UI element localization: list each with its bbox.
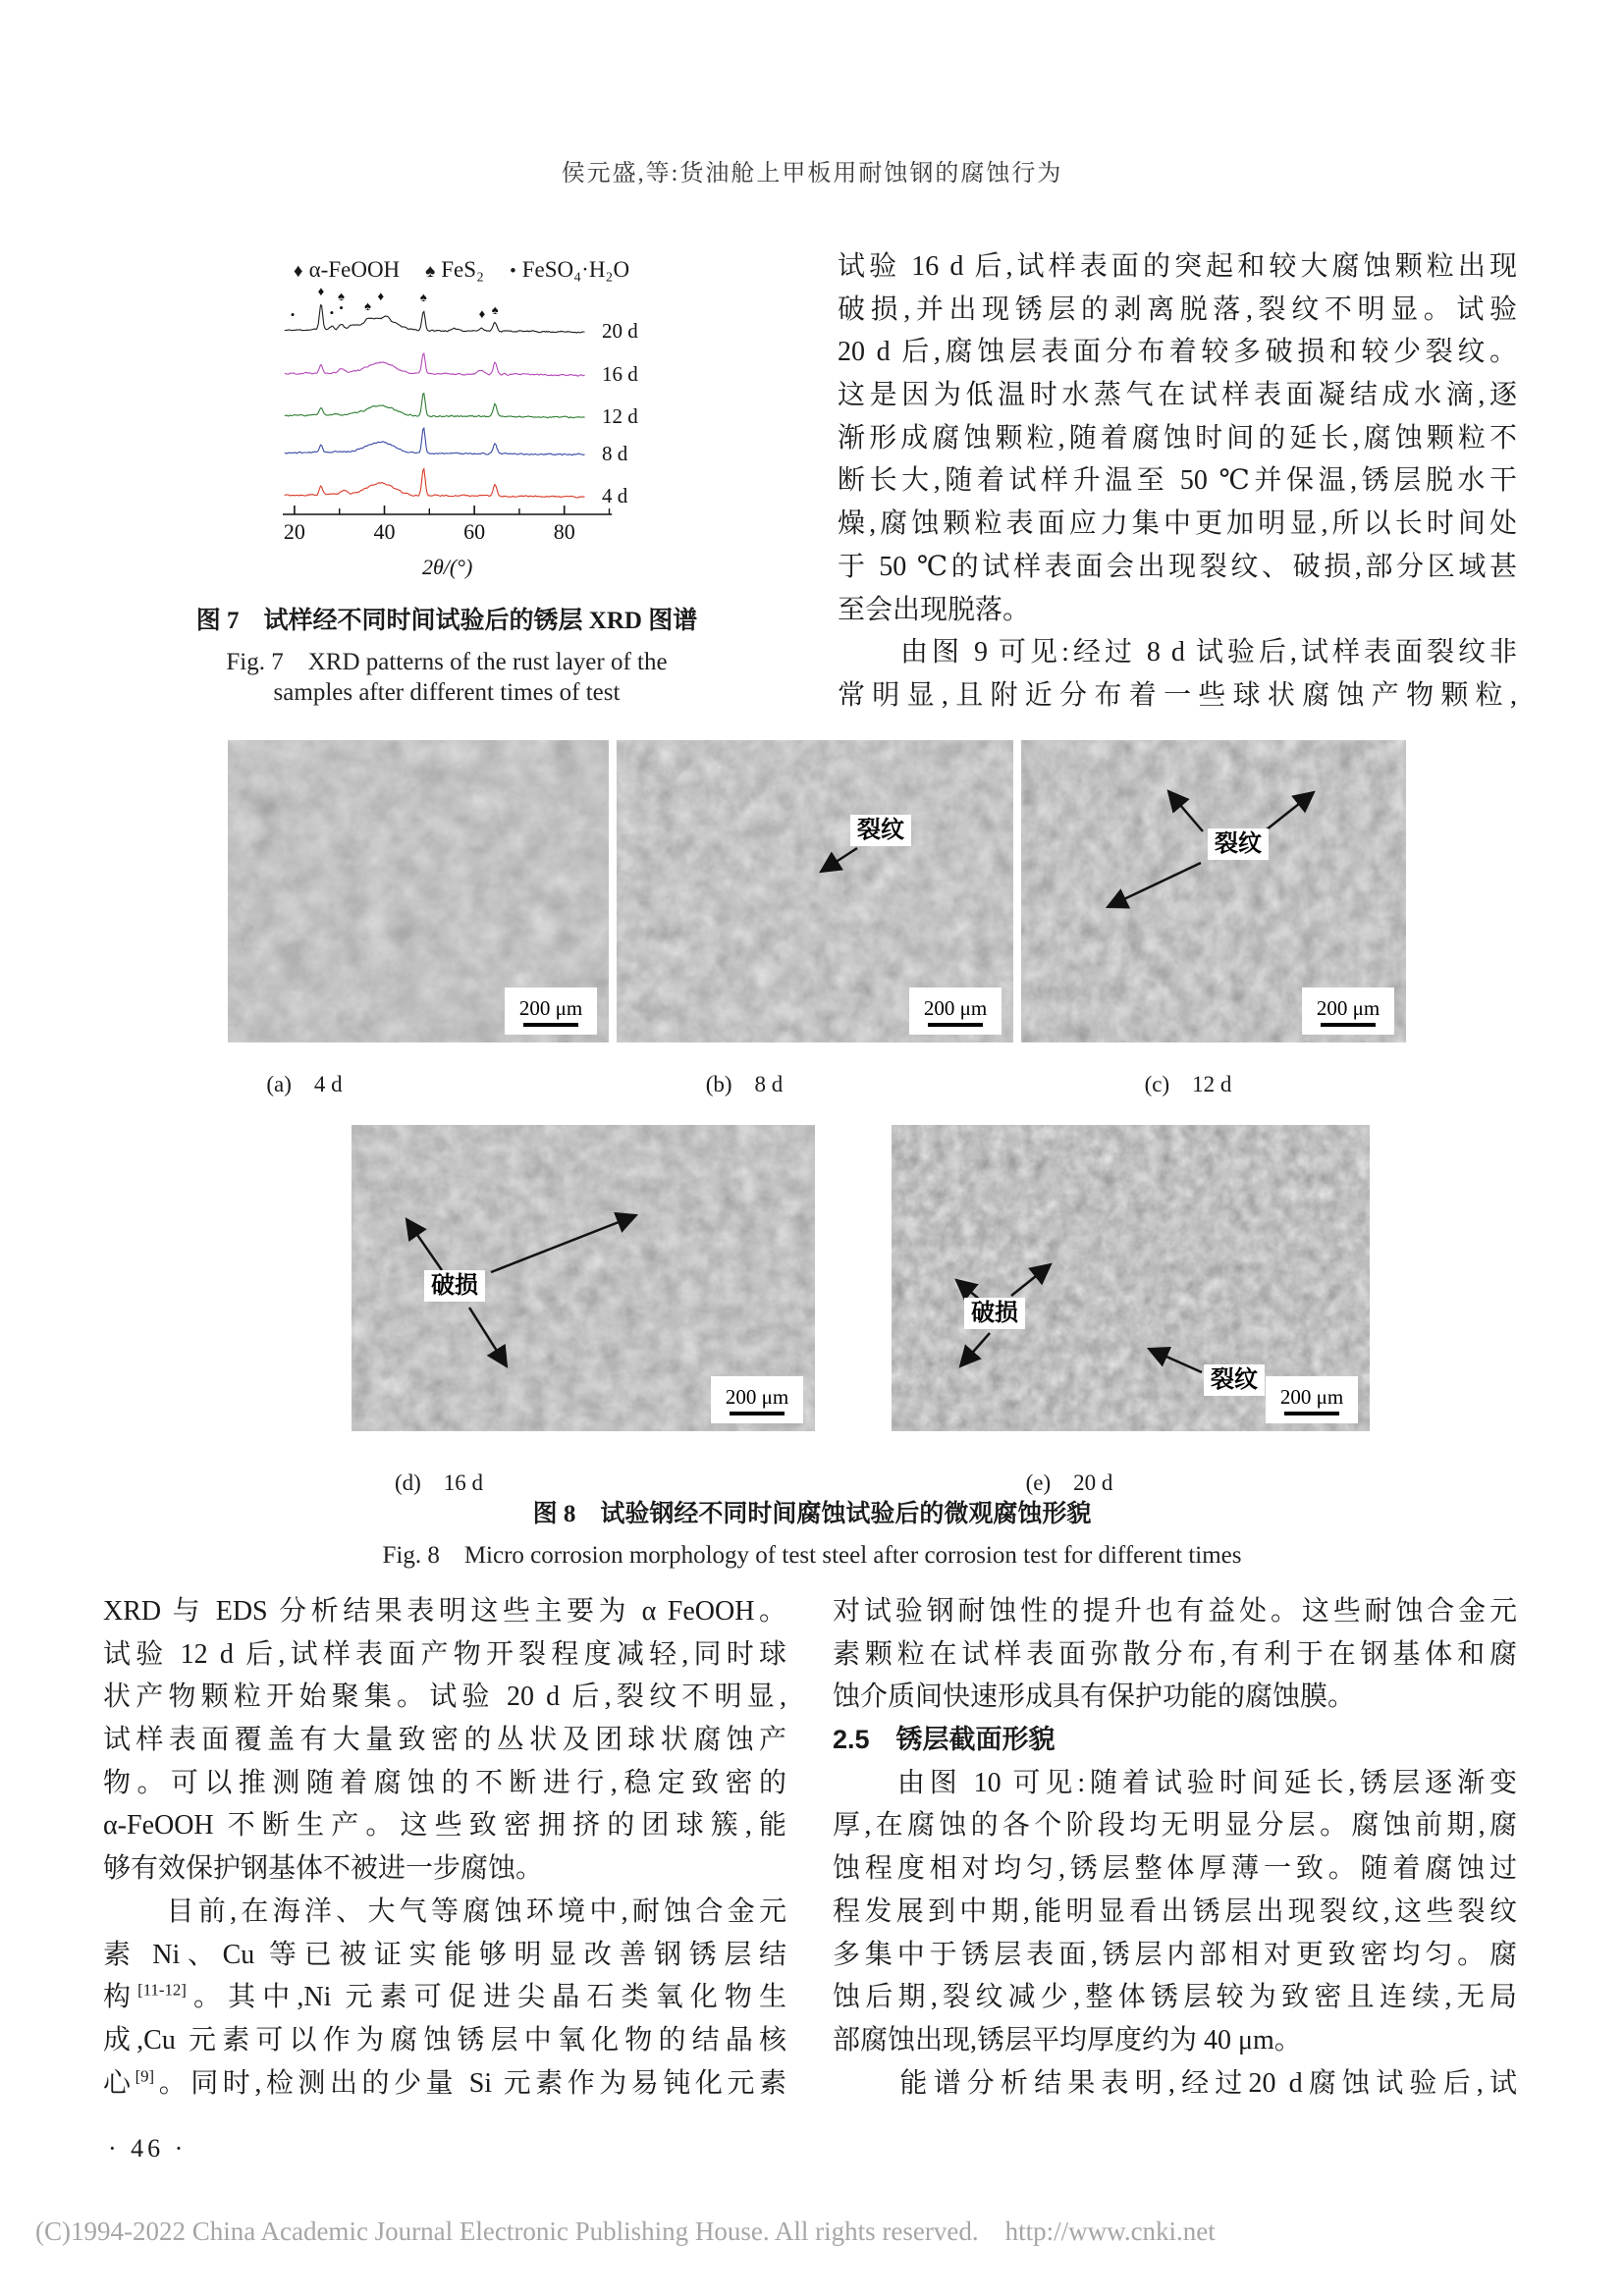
svg-text:4 d: 4 d [602,484,628,507]
svg-text:16 d: 16 d [602,362,638,386]
panel-label-d: (d) 16 d [394,1470,484,1495]
text-line: 素 Ni、Cu 等已被证实能够明显改善钢锈层结 [103,1939,786,1970]
sem-image-20d [892,1125,1370,1431]
panel-label-b: (b) 8 d [705,1072,784,1096]
sem-image-8d [617,740,1013,1042]
text-line: 由图 9 可见:经过 8 d 试验后,试样表面裂纹非 [838,637,1517,668]
figure7-caption-en-line2: samples after different times of test [273,679,621,706]
xrd-legend [265,257,658,283]
text-line: 多集中于锈层表面,锈层内部相对更致密均匀。腐 [833,1939,1517,1970]
text-line: 对试验钢耐蚀性的提升也有益处。这些耐蚀合金元 [833,1596,1517,1627]
scale-bar: 200 μm [711,1376,803,1423]
scale-bar-line [730,1412,785,1415]
svg-text:8 d: 8 d [602,442,628,465]
svg-text:60: 60 [463,519,486,544]
text-line: XRD 与 EDS 分析结果表明这些主要为 α FeOOH。 [103,1596,786,1627]
text-line: 素颗粒在试样表面弥散分布,有利于在钢基体和腐 [833,1638,1517,1670]
xrd-chart [270,287,653,591]
figure7-caption-en-line1: Fig. 7 XRD patterns of the rust layer of the [226,649,668,675]
legend-item-fes2: ♠ FeS₂ [425,257,485,282]
svg-text:12 d: 12 d [602,404,638,428]
panel-label-c: (c) 12 d [1144,1072,1232,1096]
text-line: 这是因为低温时水蒸气在试样表面凝结成水滴,逐 [838,380,1517,411]
legend-item-afeooh: ♦ α-FeOOH [293,257,401,282]
copyright-footer: (C)1994-2022 China Academic Journal Electronic Publishing House. All rights reserved. http://www.cnki.net [35,2216,1216,2246]
figure7-caption-zh: 图 7 试样经不同时间试验后的锈层 XRD 图谱 [195,608,698,634]
text-line: 于 50 ℃的试样表面会出现裂纹、破损,部分区域甚 [838,551,1517,582]
panel-label-a: (a) 4 d [266,1072,343,1096]
spade-icon: ♠ [425,261,436,282]
svg-text:♦: ♦ [317,287,325,298]
scale-bar-line [928,1023,983,1027]
text-line: 常明显,且附近分布着一些球状腐蚀产物颗粒, [838,679,1517,711]
text-line: 蚀后期,裂纹减少,整体锈层较为致密且连续,无局 [833,1982,1517,2013]
text-line: 蚀程度相对均匀,锈层整体厚薄一致。随着腐蚀过 [833,1853,1517,1885]
text-line: 目前,在海洋、大气等腐蚀环境中,耐蚀合金元 [103,1896,786,1927]
text-line: 2.5 锈层截面形貌 [833,1725,1056,1755]
svg-text:♠: ♠ [491,302,499,317]
page-number: · 46 · [108,2134,188,2163]
text-line: 由图 10 可见:随着试验时间延长,锈层逐渐变 [833,1767,1517,1798]
scale-bar: 200 μm [1266,1376,1358,1423]
crack-label: 裂纹 [1208,828,1269,860]
text-line: 试样表面覆盖有大量致密的丛状及团球状腐蚀产 [103,1725,786,1756]
sem-image-4d [228,740,609,1042]
svg-text:•: • [339,300,344,315]
damage-label: 破损 [424,1270,485,1302]
panel-label-e: (e) 20 d [1025,1470,1113,1495]
sem-image-12d [1021,740,1406,1042]
text-line: 20 d 后,腐蚀层表面分布着较多破损和较少裂纹。 [838,337,1517,368]
text-line: 构[11-12]。其中,Ni 元素可促进尖晶石类氧化物生 [103,1980,786,2013]
dot-icon: • [510,261,516,282]
svg-text:20: 20 [283,519,305,544]
svg-text:♠: ♠ [419,290,427,304]
crack-label: 裂纹 [850,815,911,846]
text-line: α-FeOOH 不断生产。这些致密拥挤的团球簇,能 [103,1810,786,1842]
text-line: 成,Cu 元素可以作为腐蚀锈层中氧化物的结晶核 [103,2024,786,2056]
text-line: 够有效保护钢基体不被进一步腐蚀。 [103,1853,544,1885]
scale-bar: 200 μm [1302,988,1394,1035]
text-line: 蚀介质间快速形成具有保护功能的腐蚀膜。 [833,1682,1356,1713]
figure8-caption-en: Fig. 8 Micro corrosion morphology of test steel after corrosion test for different times [382,1542,1242,1569]
figure8-caption-zh: 图 8 试验钢经不同时间腐蚀试验后的微观腐蚀形貌 [532,1501,1092,1527]
text-line: 状产物颗粒开始聚集。试验 20 d 后,裂纹不明显, [103,1682,786,1713]
legend-item-feso4: • FeSO₄·H₂O [510,257,630,282]
svg-text:♦: ♦ [377,289,385,303]
scale-bar-line [1321,1023,1376,1027]
svg-text:♦: ♦ [478,306,486,321]
text-line: 厚,在腐蚀的各个阶段均无明显分层。腐蚀前期,腐 [833,1810,1517,1842]
text-line: 能谱分析结果表明,经过20 d腐蚀试验后,试 [833,2067,1517,2099]
svg-text:40: 40 [373,519,396,544]
text-line: 至会出现脱落。 [838,594,1031,625]
text-line: 试验 12 d 后,试样表面产物开裂程度减轻,同时球 [103,1638,786,1670]
diamond-icon: ♦ [293,261,303,282]
text-line: 渐形成腐蚀颗粒,随着腐蚀时间的延长,腐蚀颗粒不 [838,422,1517,454]
scale-bar-line [523,1023,578,1027]
svg-text:2θ/(°): 2θ/(°) [421,555,473,579]
text-line: 物。可以推测随着腐蚀的不断进行,稳定致密的 [103,1767,786,1798]
column-right-top [838,245,1517,718]
text-line: 燥,腐蚀颗粒表面应力集中更加明显,所以长时间处 [838,508,1517,540]
scale-bar-line [1284,1412,1339,1415]
text-line: 部腐蚀出现,锈层平均厚度约为 40 μm。 [833,2024,1302,2056]
svg-text:•: • [329,305,335,320]
text-line: 试验 16 d 后,试样表面的突起和较大腐蚀颗粒出现 [838,251,1517,282]
damage-label: 破损 [964,1298,1025,1329]
text-line: 破损,并出现锈层的剥离脱落,裂纹不明显。试验 [838,294,1517,325]
column-left-bottom [103,1590,786,2105]
svg-text:20 d: 20 d [602,319,638,343]
text-line: 心[9]。同时,检测出的少量 Si 元素作为易钝化元素 [103,2066,786,2099]
scale-bar: 200 μm [505,988,597,1035]
svg-text:♠: ♠ [338,289,345,303]
svg-text:♠: ♠ [364,298,372,313]
sem-image-16d [352,1125,815,1431]
scale-bar: 200 μm [909,988,1001,1035]
column-right-bottom [833,1590,1517,2105]
svg-text:80: 80 [553,519,575,544]
crack-label: 裂纹 [1204,1364,1265,1396]
running-header: 侯元盛,等:货油舱上甲板用耐蚀钢的腐蚀行为 [561,161,1063,187]
text-line: 断长大,随着试样升温至 50 ℃并保温,锈层脱水干 [838,465,1517,497]
text-line: 程发展到中期,能明显看出锈层出现裂纹,这些裂纹 [833,1896,1517,1927]
svg-text:•: • [290,307,296,322]
